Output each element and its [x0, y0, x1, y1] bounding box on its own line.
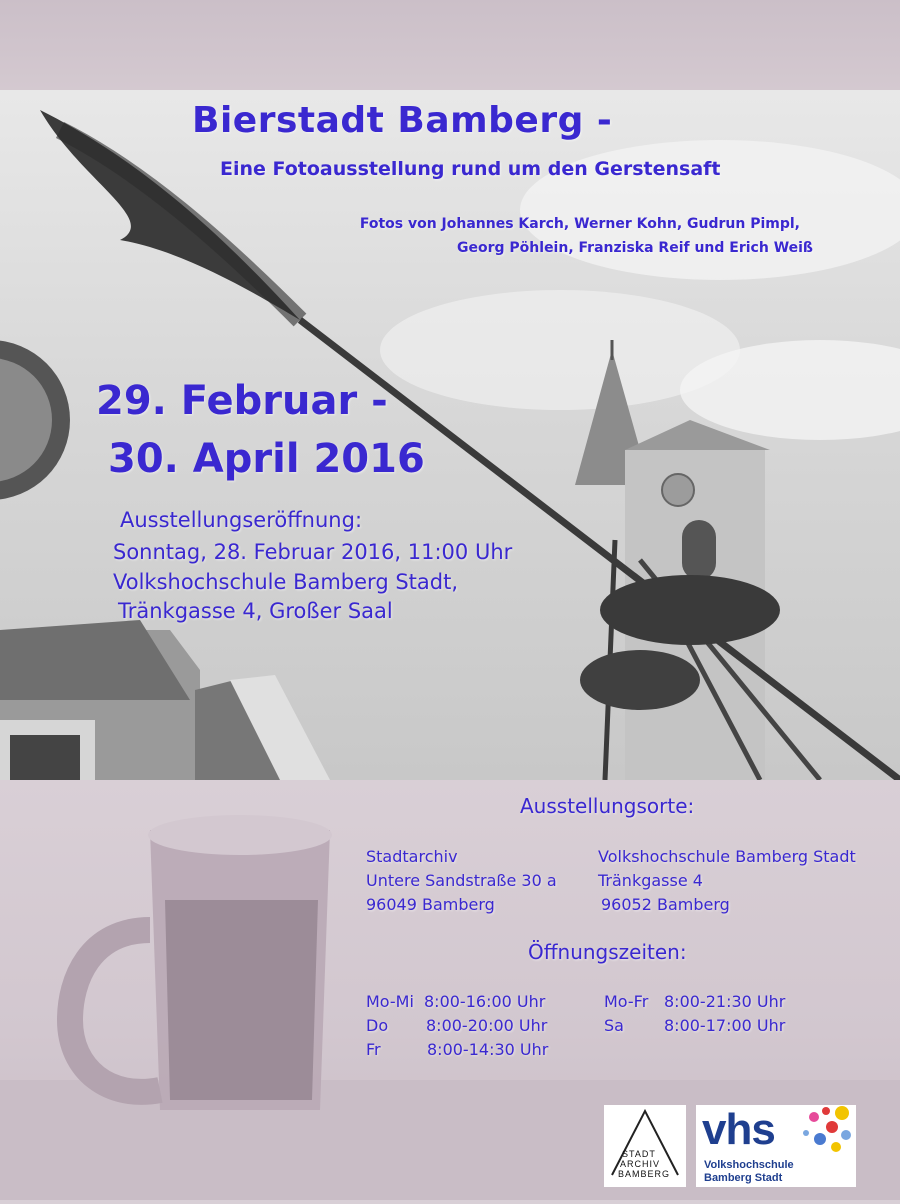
- location-stadtarchiv-street: Untere Sandstraße 30 a: [366, 871, 557, 890]
- hours-vhs: [604, 990, 785, 1038]
- location-vhs-name: Volkshochschule Bamberg Stadt: [598, 847, 856, 866]
- opening-label: Ausstellungseröffnung:: [120, 508, 363, 532]
- hours-row: [604, 990, 785, 1014]
- stadtarchiv-logo-text: [618, 1149, 670, 1179]
- vhs-logo-line1: Volkshochschule: [704, 1159, 794, 1171]
- hours-day: Fr: [366, 1040, 381, 1059]
- location-vhs-city: 96052 Bamberg: [601, 895, 730, 914]
- hours-time: 8:00-14:30 Uhr: [427, 1040, 549, 1059]
- opening-address: Tränkgasse 4, Großer Saal: [118, 599, 393, 623]
- vhs-logo-wordmark: vhs: [702, 1105, 775, 1154]
- hours-day: Sa: [604, 1016, 624, 1035]
- hours-time: 8:00-16:00 Uhr: [424, 992, 546, 1011]
- hours-day: Do: [366, 1016, 389, 1035]
- hours-row: [366, 1038, 548, 1062]
- window-frame-photo: [0, 0, 900, 90]
- archiv-logo-line3: BAMBERG: [618, 1169, 671, 1179]
- location-stadtarchiv-name: Stadtarchiv: [366, 847, 458, 866]
- location-vhs: [598, 845, 856, 917]
- vhs-logo: [696, 1105, 856, 1187]
- hours-row: [366, 990, 548, 1014]
- exhibition-title: Bierstadt Bamberg -: [192, 100, 613, 141]
- archiv-logo-line2: ARCHIV: [620, 1159, 661, 1169]
- location-stadtarchiv-city: 96049 Bamberg: [366, 895, 495, 914]
- date-range-start: 29. Februar -: [96, 378, 388, 424]
- photographer-credits-line2: Georg Pöhlein, Franziska Reif und Erich Weiß: [457, 240, 813, 256]
- hours-time: 8:00-20:00 Uhr: [426, 1016, 548, 1035]
- vhs-logo-line2: Bamberg Stadt: [704, 1172, 783, 1184]
- hours-time: 8:00-21:30 Uhr: [664, 992, 786, 1011]
- exhibition-subtitle: Eine Fotoausstellung rund um den Gerstensaft: [220, 158, 721, 180]
- maypole-scene-illustration: [0, 90, 900, 780]
- opening-venue: Volkshochschule Bamberg Stadt,: [113, 570, 458, 594]
- hours-heading: Öffnungszeiten:: [528, 940, 687, 964]
- hours-row: [366, 1014, 548, 1038]
- hours-day: Mo-Mi: [366, 992, 414, 1011]
- date-range-end: 30. April 2016: [108, 436, 425, 482]
- hours-row: [604, 1014, 785, 1038]
- vhs-dots-icon: [792, 1105, 854, 1155]
- photographer-credits-line1: Fotos von Johannes Karch, Werner Kohn, Gudrun Pimpl,: [359, 216, 800, 232]
- locations-heading: Ausstellungsorte:: [520, 794, 695, 818]
- location-vhs-street: Tränkgasse 4: [598, 871, 703, 890]
- hours-time: 8:00-17:00 Uhr: [664, 1016, 786, 1035]
- stadtarchiv-logo: [604, 1105, 686, 1187]
- opening-datetime: Sonntag, 28. Februar 2016, 11:00 Uhr: [113, 540, 513, 564]
- archiv-logo-line1: STADT: [622, 1149, 656, 1159]
- hours-stadtarchiv: [366, 990, 548, 1062]
- location-stadtarchiv: [366, 845, 557, 917]
- hours-day: Mo-Fr: [604, 992, 649, 1011]
- maypole-church-photo: [0, 90, 900, 780]
